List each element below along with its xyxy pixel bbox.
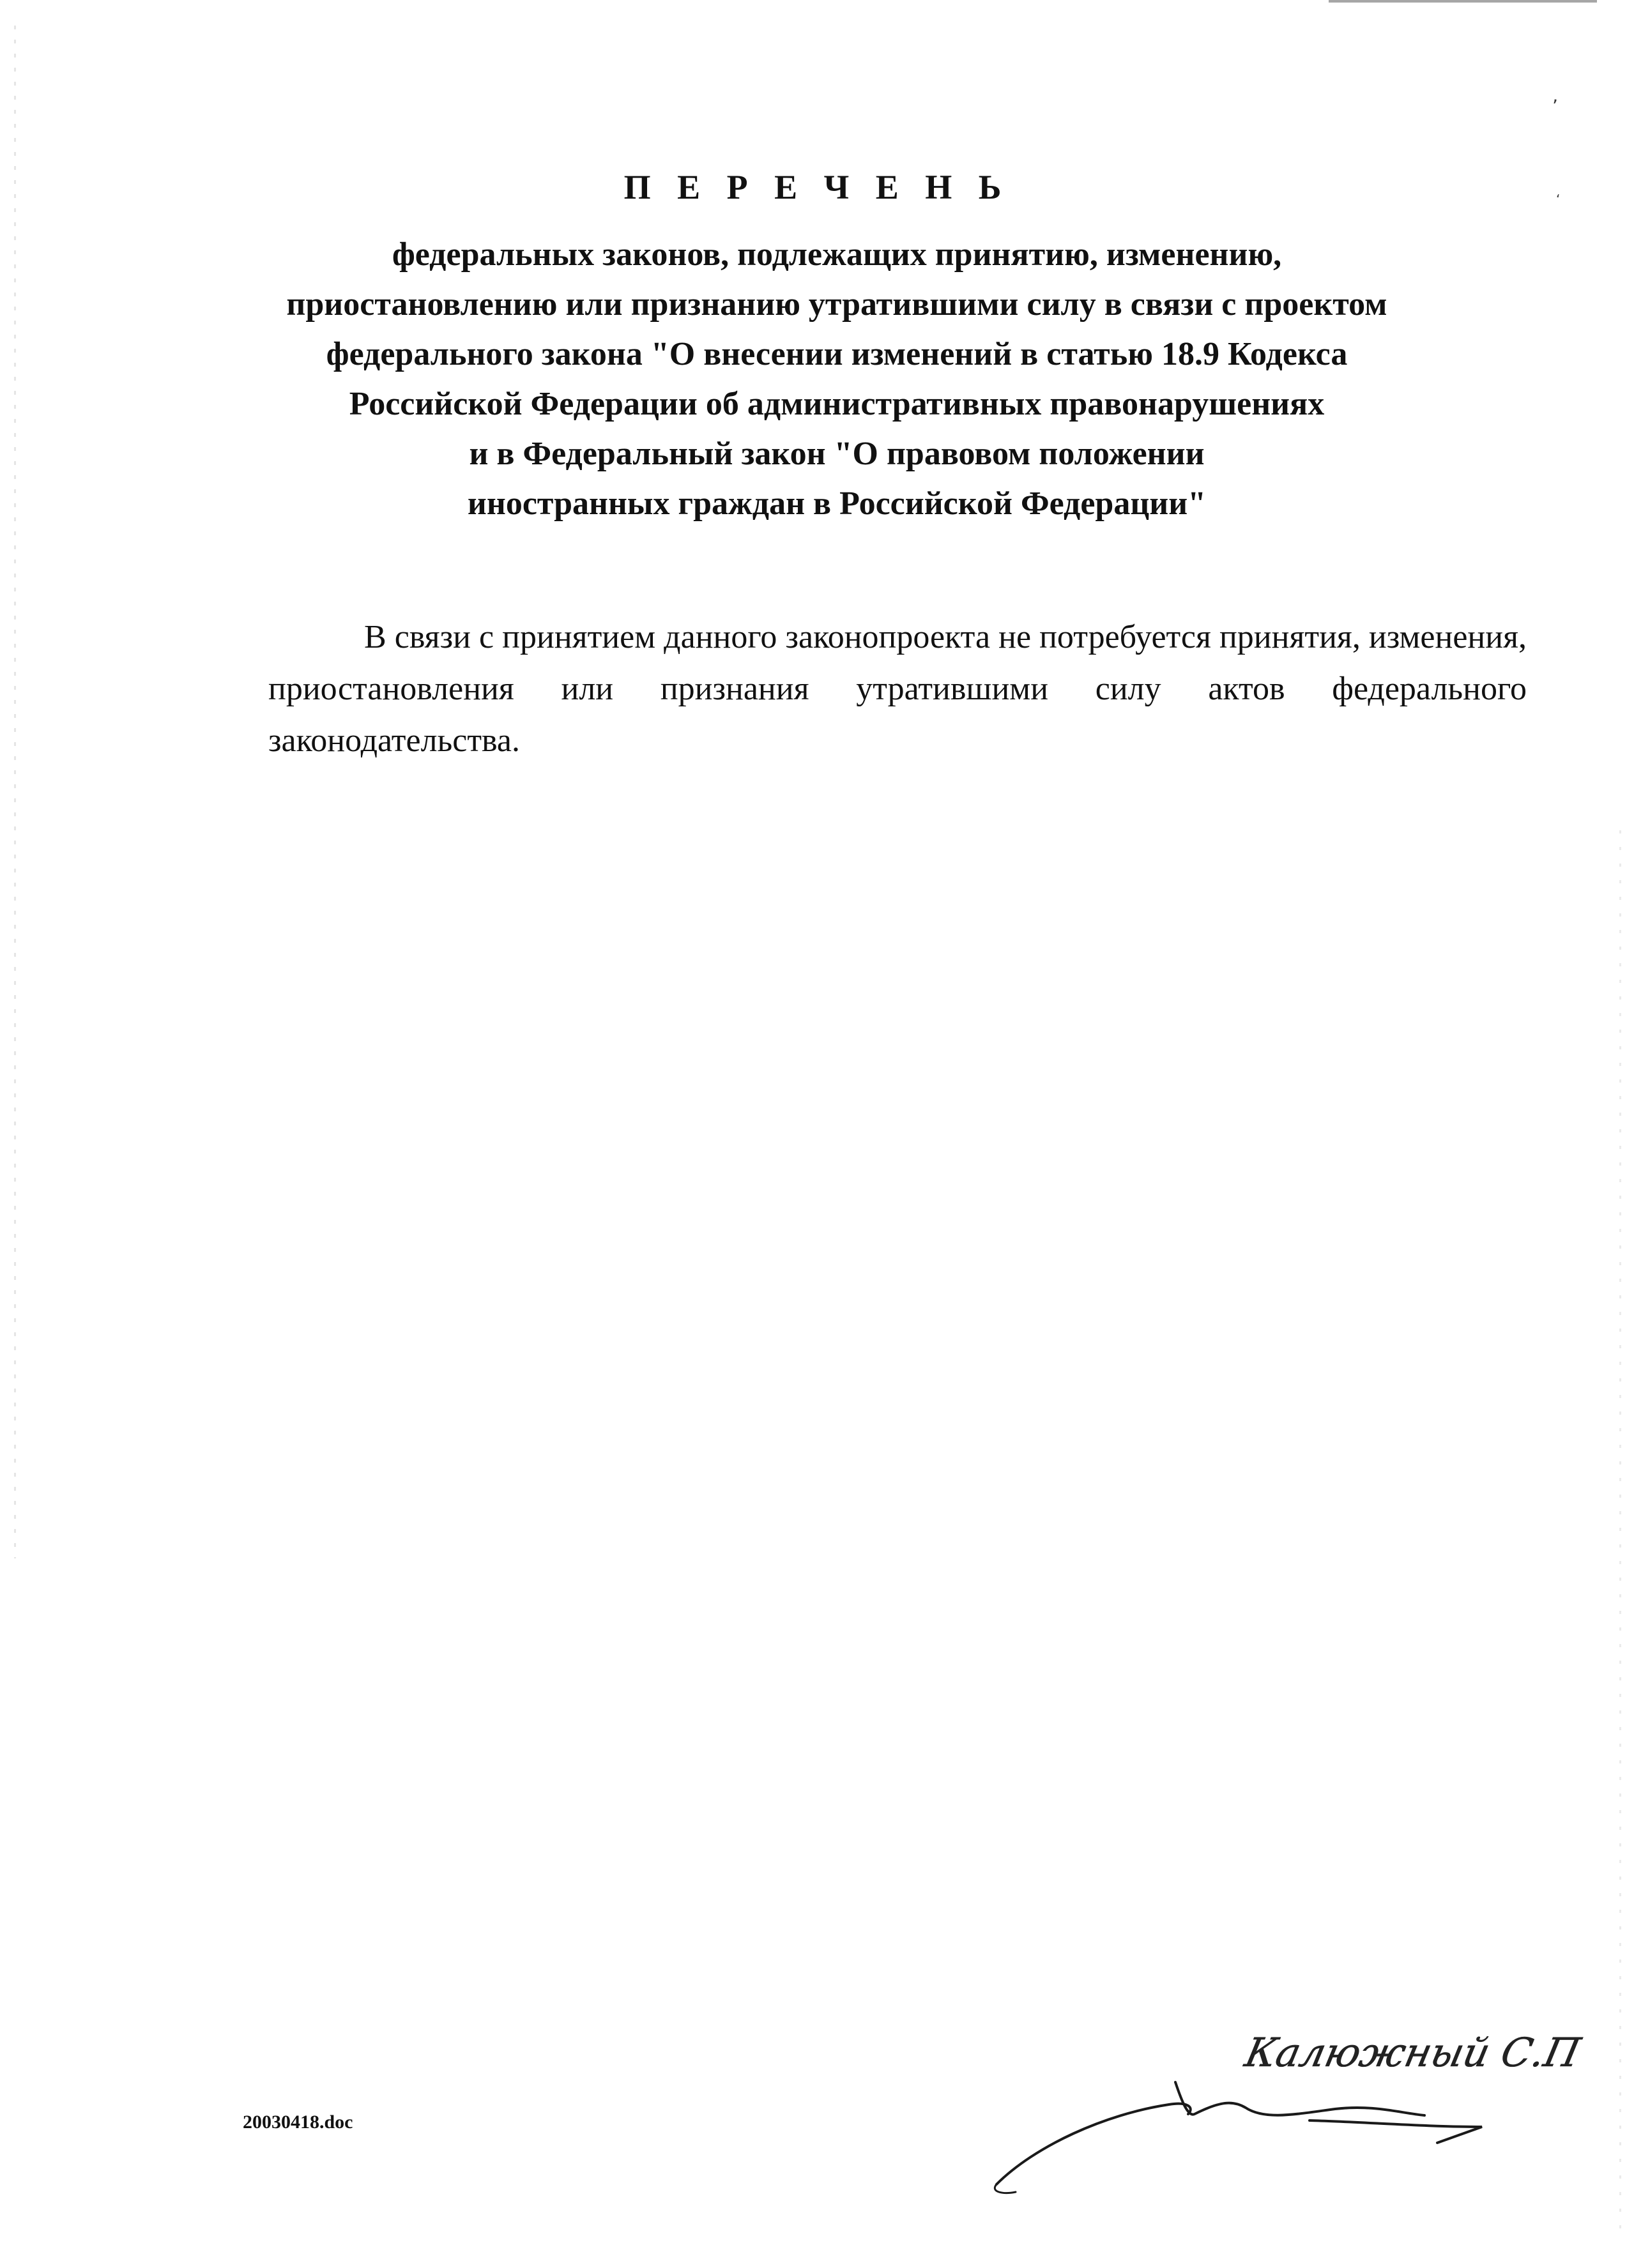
subtitle-line: федерального закона "О внесении изменений в статью 18.9 Кодекса [326, 336, 1348, 372]
subtitle-line: приостановлению или признанию утратившими силу в связи с проектом [286, 286, 1387, 323]
handwritten-signature [977, 2025, 1584, 2197]
scan-speck: ʼ [1552, 96, 1558, 117]
document-subtitle [230, 230, 1444, 529]
scan-speck: ʻ [1556, 192, 1561, 207]
subtitle-line: Российской Федерации об административных правонарушениях [349, 386, 1325, 422]
svg-text:Калюжный С.П: Калюжный С.П [1241, 2029, 1584, 2076]
scan-edge-artifact [1619, 830, 1621, 2235]
file-name-footer: 20030418.doc [243, 2112, 353, 2133]
scan-top-artifact [1329, 0, 1597, 3]
subtitle-line: и в Федеральный закон "О правовом положении [469, 436, 1205, 472]
scan-edge-artifact [14, 26, 16, 1558]
body-paragraph: В связи с принятием данного законопроекта не потребуется принятия, изменения, приостановления или признания утратившими силу актов федерального законодательства. [268, 619, 1527, 759]
document-title: П Е Р Е Ч Е Н Ь [623, 168, 1011, 206]
subtitle-line: иностранных граждан в Российской Федерации" [467, 485, 1207, 522]
subtitle-line: федеральных законов, подлежащих принятию, изменению, [392, 236, 1282, 273]
